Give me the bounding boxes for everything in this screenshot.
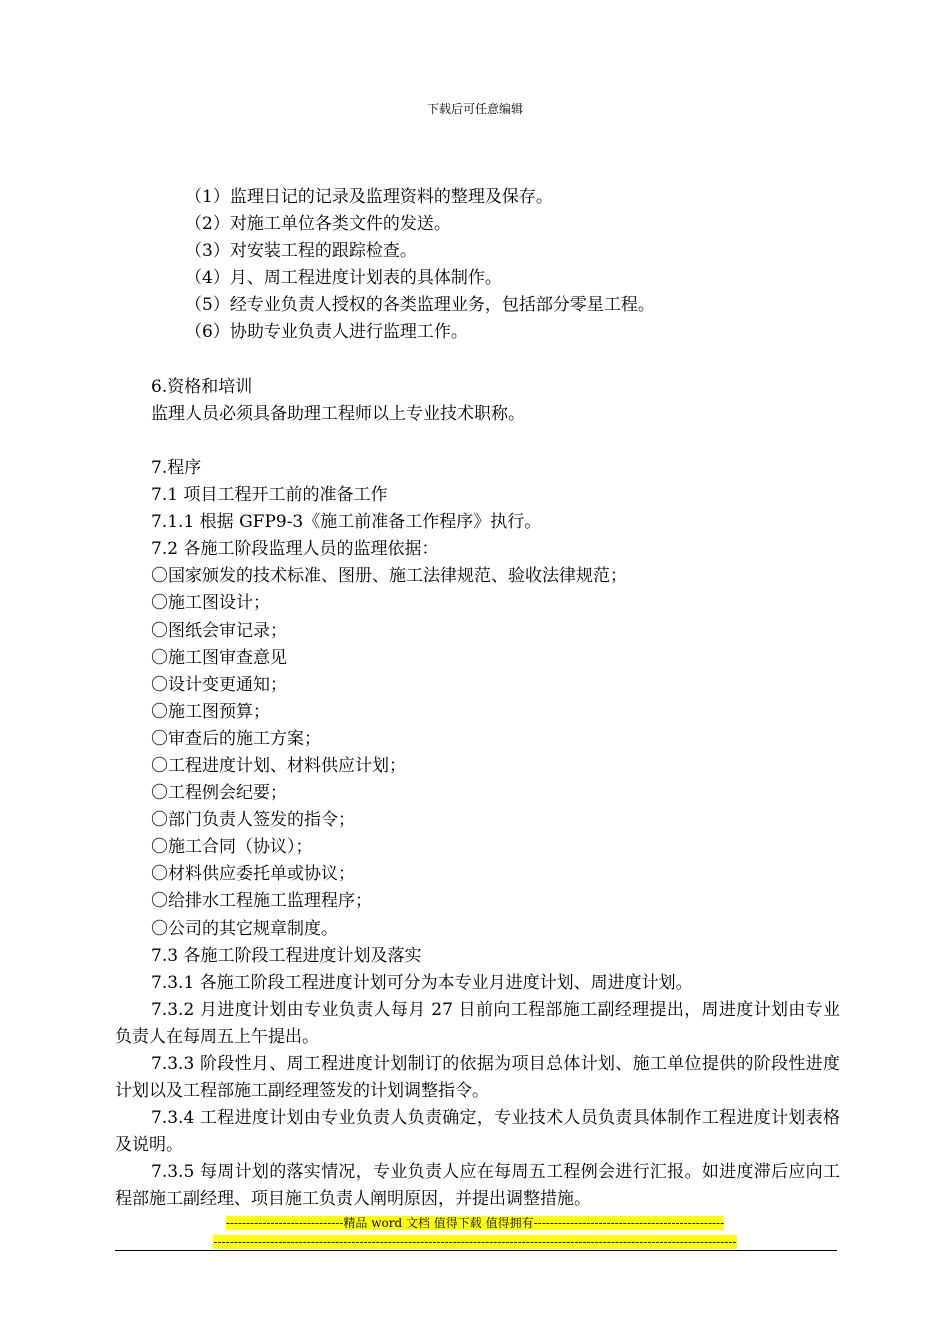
basis-item: 〇施工图审查意见 <box>151 647 287 668</box>
section-6-body: 监理人员必须具备助理工程师以上专业技术职称。 <box>151 403 525 424</box>
section-7-heading: 7.程序 <box>151 457 202 478</box>
section-7-1-heading: 7.1 项目工程开工前的准备工作 <box>151 485 388 506</box>
duty-item: （4）月、周工程进度计划表的具体制作。 <box>185 268 502 289</box>
section-7-3-2: 7.3.2 月进度计划由专业负责人每月 27 日前向工程部施工副经理提出，周进度计划由专业负责人在每周五上午提出。 <box>115 999 840 1047</box>
page-header: 下载后可任意编辑 <box>426 102 523 116</box>
basis-item: 〇材料供应委托单或协议； <box>151 864 355 885</box>
footer-banner-text: -----------------------------精品 word 文档 值得下载 值得拥有----------------------------------------------- <box>225 1216 725 1230</box>
spacer <box>115 347 840 374</box>
basis-item: 〇图纸会审记录； <box>151 620 287 641</box>
basis-item: 〇设计变更通知； <box>151 674 287 695</box>
section-7-3-1: 7.3.1 各施工阶段工程进度计划可分为本专业月进度计划、周进度计划。 <box>151 972 693 993</box>
basis-item: 〇公司的其它规章制度。 <box>151 918 338 939</box>
footer-dash-line <box>0 1235 950 1250</box>
duty-item: （6）协助专业负责人进行监理工作。 <box>185 322 468 343</box>
section-7-2-heading: 7.2 各施工阶段监理人员的监理依据： <box>151 539 439 560</box>
footer-dash-text: --------------------------------------------------------------------------------------------------------------------------------- <box>213 1235 737 1249</box>
basis-item: 〇给排水工程施工监理程序； <box>151 891 372 912</box>
section-7-3-3: 7.3.3 阶段性月、周工程进度计划制订的依据为项目总体计划、施工单位提供的阶段性进度计划以及工程部施工副经理签发的计划调整指令。 <box>115 1054 840 1102</box>
basis-item: 〇工程进度计划、材料供应计划； <box>151 755 406 776</box>
basis-item: 〇工程例会纪要； <box>151 783 287 804</box>
basis-item: 〇审查后的施工方案； <box>151 728 321 749</box>
basis-item: 〇部门负责人签发的指令； <box>151 810 355 831</box>
duty-item: （1）监理日记的记录及监理资料的整理及保存。 <box>185 187 553 207</box>
duty-item: （5）经专业负责人授权的各类监理业务，包括部分零星工程。 <box>185 295 655 316</box>
basis-item: 〇施工图预算； <box>151 701 270 722</box>
basis-item: 〇施工合同（协议）； <box>151 837 313 858</box>
section-7-3-heading: 7.3 各施工阶段工程进度计划及落实 <box>151 945 422 966</box>
section-7-1-1: 7.1.1 根据 GFP9-3《施工前准备工作程序》执行。 <box>151 512 542 533</box>
section-7-3-5: 7.3.5 每周计划的落实情况，专业负责人应在每周五工程例会进行汇报。如进度滞后应向工程部施工副经理、项目施工负责人阐明原因，并提出调整措施。 <box>115 1162 840 1210</box>
footer-rule <box>115 1250 837 1251</box>
spacer <box>115 428 840 455</box>
duty-item: （2）对施工单位各类文件的发送。 <box>185 214 451 235</box>
footer-banner <box>0 1216 950 1231</box>
basis-item: 〇国家颁发的技术标准、图册、施工法律规范、验收法律规范； <box>151 566 627 587</box>
document-body <box>115 184 840 1214</box>
basis-item: 〇施工图设计； <box>151 593 270 614</box>
section-6-heading: 6.资格和培训 <box>151 376 253 397</box>
duty-item: （3）对安装工程的跟踪检查。 <box>185 241 417 262</box>
section-7-3-4: 7.3.4 工程进度计划由专业负责人负责确定，专业技术人员负责具体制作工程进度计划表格及说明。 <box>115 1108 840 1156</box>
